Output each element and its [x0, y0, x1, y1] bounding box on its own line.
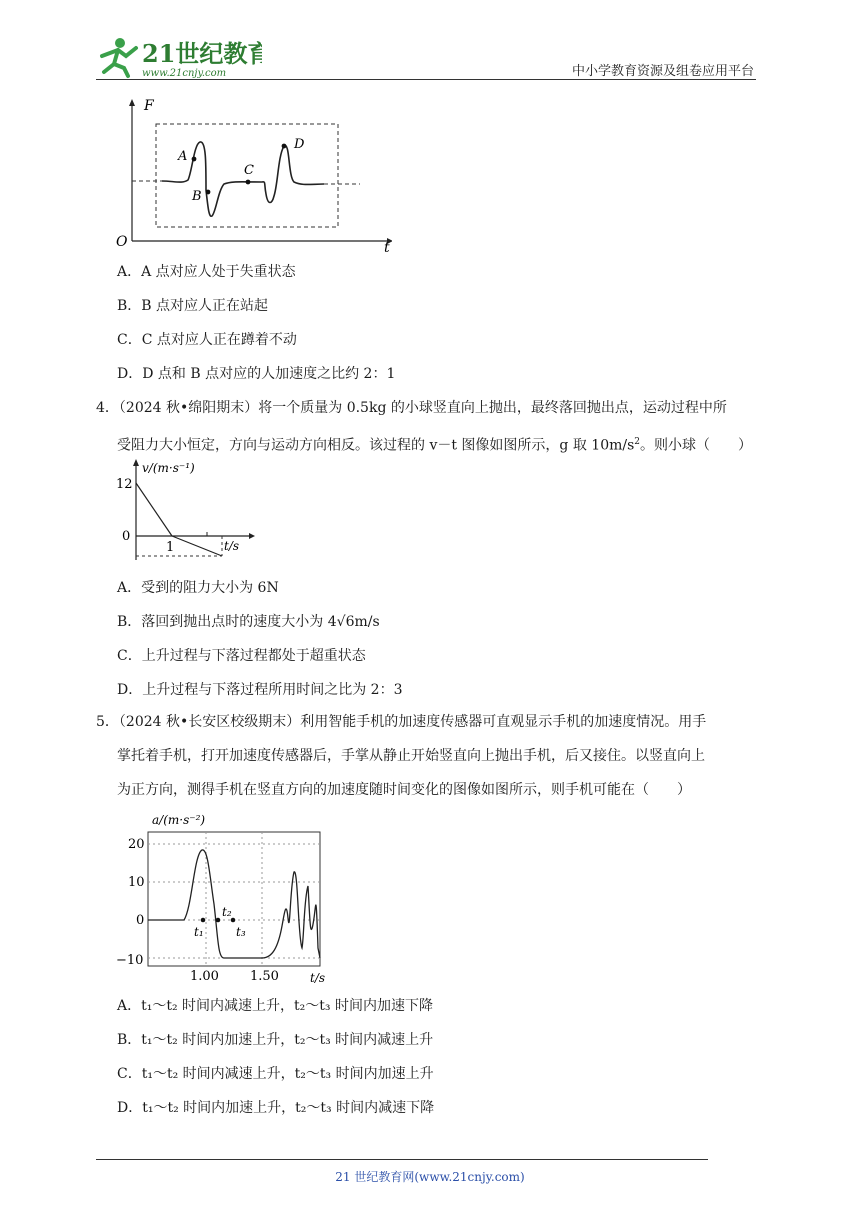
y-axis-label: F	[144, 98, 154, 114]
acceleration-curve	[148, 850, 320, 958]
t1-label: t₁	[194, 925, 204, 939]
t3-label: t₃	[236, 925, 246, 939]
logo-text: 21世纪教育	[142, 39, 262, 68]
tick-10: 10	[128, 875, 145, 890]
q4-stem-line2: 受阻力大小恒定，方向与运动方向相反。该过程的 v－t 图像如图所示，g 取 $10m/s^2$。则小球（ ）	[117, 437, 753, 454]
tick-1-50: 1.50	[250, 969, 279, 984]
point-b-label: B	[192, 189, 202, 204]
point-c-label: C	[244, 163, 254, 178]
t-axis-label: t/s	[224, 539, 240, 553]
q5-option-d: D．t₁～t₂ 时间内加速上升，t₂～t₃ 时间内减速下降	[117, 1100, 435, 1116]
rising-segment	[136, 483, 172, 536]
t2-label: t₂	[222, 905, 232, 919]
a-axis-label: a/(m·s⁻²)	[152, 813, 206, 827]
q5-stem-line3: 为正方向，测得手机在竖直方向的加速度随时间变化的图像如图所示，则手机可能在（ ）	[117, 782, 691, 798]
force-time-graph	[112, 96, 392, 256]
t-axis-label: t/s	[310, 971, 326, 985]
tick-0: 0	[136, 913, 145, 928]
x-axis-label: t	[384, 240, 390, 256]
acceleration-time-graph	[112, 808, 338, 988]
velocity-time-graph	[112, 456, 262, 566]
point-a-label: A	[178, 149, 188, 164]
falling-segment	[172, 536, 222, 556]
q5-stem-line2: 掌托着手机，打开加速度传感器后，手掌从静止开始竖直向上抛出手机，后又接住。以竖直向上	[117, 748, 705, 764]
tick-minus-10: −10	[116, 953, 144, 968]
header-divider	[96, 79, 756, 80]
tick-20: 20	[128, 837, 145, 852]
tick-1-00: 1.00	[190, 969, 219, 984]
tick-1: 1	[166, 540, 175, 555]
logo-url: www.21cnjy.com	[142, 68, 227, 79]
q3-option-c: C．C 点对应人正在蹲着不动	[117, 332, 297, 348]
v-axis-label: v/(m·s⁻¹)	[142, 461, 195, 475]
q5-option-b: B．t₁～t₂ 时间内加速上升，t₂～t₃ 时间内减速上升	[117, 1032, 434, 1048]
q5-option-a: A．t₁～t₂ 时间内减速上升，t₂～t₃ 时间内加速下降	[117, 998, 433, 1014]
q4-option-d: D．上升过程与下落过程所用时间之比为 2：3	[117, 682, 403, 698]
point-d-label: D	[294, 137, 305, 152]
q3-option-d: D．D 点和 B 点对应的人加速度之比约 2：1	[117, 366, 396, 382]
q5-option-c: C．t₁～t₂ 时间内减速上升，t₂～t₃ 时间内加速上升	[117, 1066, 434, 1082]
footer-text: 21 世纪教育网(www.21cnjy.com)	[335, 1170, 525, 1184]
q5-stem-line1: 5．（2024 秋•长安区校级期末）利用智能手机的加速度传感器可直观显示手机的加速度情况。用手	[96, 714, 707, 730]
q4-option-a: A．受到的阻力大小为 6N	[117, 580, 279, 596]
origin-label: O	[116, 234, 128, 250]
tick-0: 0	[122, 529, 131, 544]
q4-option-b: B．落回到抛出点时的速度大小为 4√6m/s	[117, 614, 380, 630]
q4-stem-line1: 4．（2024 秋•绵阳期末）将一个质量为 0.5kg 的小球竖直向上抛出，最终落回抛出点，运动过程中所	[96, 400, 727, 416]
q3-option-a: A．A 点对应人处于失重状态	[117, 264, 296, 280]
platform-name: 中小学教育资源及组卷应用平台	[571, 64, 754, 79]
tick-12: 12	[116, 477, 133, 492]
footer-divider	[96, 1159, 708, 1160]
q4-option-c: C．上升过程与下落过程都处于超重状态	[117, 648, 366, 664]
q3-option-b: B．B 点对应人正在站起	[117, 298, 269, 314]
